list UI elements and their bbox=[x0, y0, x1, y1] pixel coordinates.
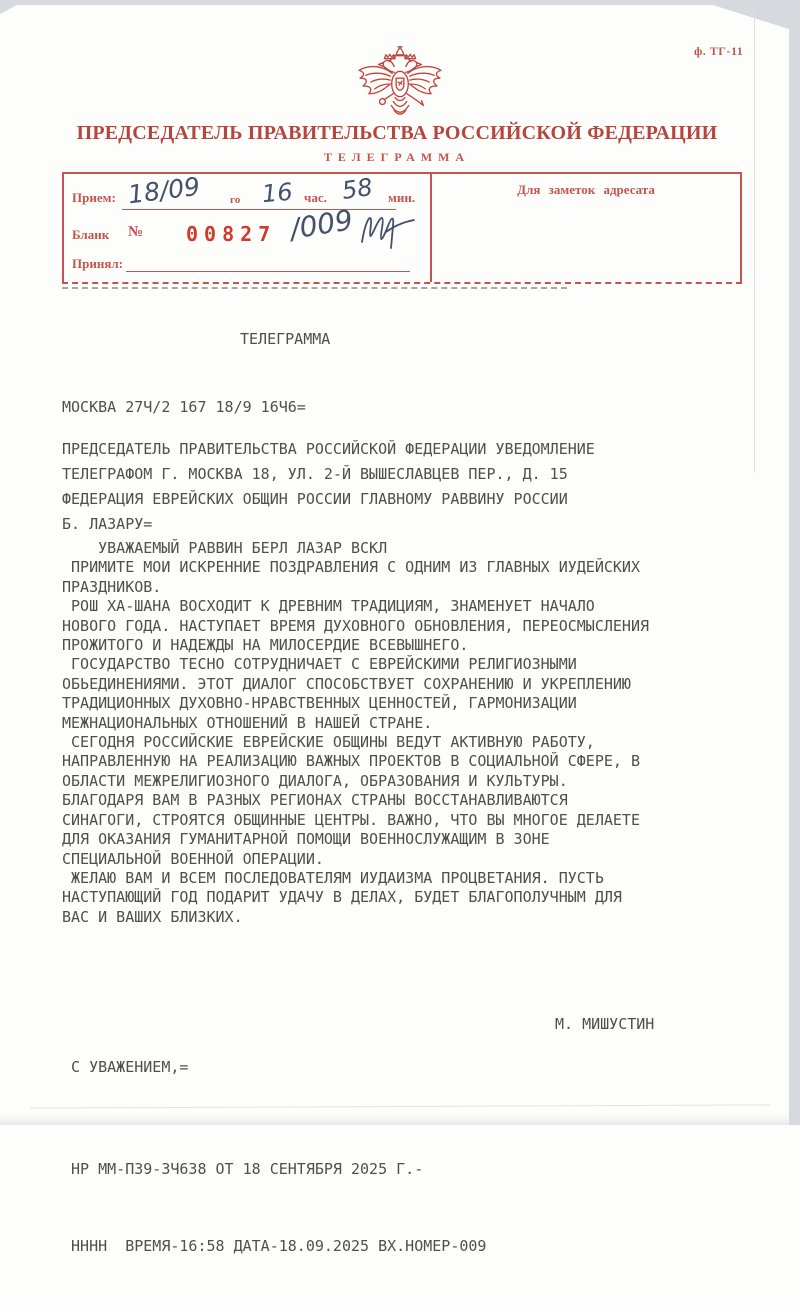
body-line: СИНАГОГИ, СТРОЯТСЯ ОБЩИННЫЕ ЦЕНТРЫ. ВАЖНО, ЧТО ВЫ МНОГОЕ ДЕЛАЕТЕ bbox=[62, 810, 640, 829]
address-line: ПРЕДСЕДАТЕЛЬ ПРАВИТЕЛЬСТВА РОССИЙСКОЙ ФЕДЕРАЦИИ УВЕДОМЛЕНИЕ bbox=[62, 440, 595, 458]
minute-handwritten: 58 bbox=[340, 173, 375, 205]
scan-edge-right bbox=[789, 0, 800, 1125]
paper-crease bbox=[30, 1104, 770, 1108]
scan-edge-bottom bbox=[0, 1114, 800, 1125]
address-line: Б. ЛАЗАРУ= bbox=[62, 515, 153, 533]
body-line: ПРОЖИТОГО И НАДЕЖДЫ НА МИЛОСЕРДИЕ ВСЕВЫШНЕГО. bbox=[62, 636, 469, 655]
body-line: ДЛЯ ОКАЗАНИЯ ГУМАНИТАРНОЙ ПОМОЩИ ВОЕННОСЛУЖАЩИМ В ЗОНЕ bbox=[62, 830, 550, 849]
reception-form-box bbox=[62, 172, 742, 284]
body-line: ОБЛАСТИ МЕЖРЕЛИГИОЗНОГО ДИАЛОГА, ОБРАЗОВАНИЯ И КУЛЬТУРЫ. bbox=[62, 771, 568, 790]
body-line: СЕГОДНЯ РОССИЙСКИЕ ЕВРЕЙСКИЕ ОБЩИНЫ ВЕДУТ АКТИВНУЮ РАБОТУ, bbox=[62, 733, 595, 752]
scan-corner-top-right bbox=[697, 0, 792, 30]
signature-block bbox=[62, 1004, 762, 1310]
body-line: ЖЕЛАЮ ВАМ И ВСЕМ ПОСЛЕДОВАТЕЛЯМ ИУДАИЗМА ПРОЦВЕТАНИЯ. ПУСТЬ bbox=[62, 868, 604, 887]
blank-label: Бланк bbox=[72, 227, 110, 242]
body-line: ТРАДИЦИОННЫХ ДУХОВНО-НРАВСТВЕННЫХ ЦЕННОСТЕЙ, ГАРМОНИЗАЦИИ bbox=[62, 694, 577, 713]
body-line: РОШ ХА-ШАНА ВОСХОДИТ К ДРЕВНИМ ТРАДИЦИЯМ, ЗНАМЕНУЕТ НАЧАЛО bbox=[62, 597, 595, 616]
blank-number-handwritten: /009 bbox=[287, 203, 356, 246]
go-label: го bbox=[230, 194, 241, 206]
body-line: СПЕЦИАЛЬНОЙ ВОЕННОЙ ОПЕРАЦИИ. bbox=[62, 849, 324, 868]
body-line: НАСТУПАЮЩИЙ ГОД ПОДАРИТ УДАЧУ В ДЕЛАХ, БУДЕТ БЛАГОПОЛУЧНЫМ ДЛЯ bbox=[62, 888, 622, 907]
telegram-heading: ТЕЛЕГРАММА bbox=[240, 330, 331, 348]
body-line: ВАС И ВАШИХ БЛИЗКИХ. bbox=[62, 907, 243, 926]
footer-service-line: НННН ВРЕМЯ-16:58 ДАТА-18.09.2025 ВХ.НОМЕР-009 bbox=[62, 1236, 487, 1255]
hour-handwritten: 16 bbox=[260, 177, 294, 209]
body-line: НАПРАВЛЕННУЮ НА РЕАЛИЗАЦИЮ ВАЖНЫХ ПРОЕКТОВ В СОЦИАЛЬНОЙ СФЕРЕ, В bbox=[62, 752, 640, 771]
scan-edge-top bbox=[0, 0, 800, 5]
body-line: НОВОГО ГОДА. НАСТУПАЕТ ВРЕМЯ ДУХОВНОГО ОБНОВЛЕНИЯ, ПЕРЕОСМЫСЛЕНИЯ bbox=[62, 616, 649, 635]
address-line: ТЕЛЕГРАФОМ Г. МОСКВА 18, УЛ. 2-Й ВЫШЕСЛАВЦЕВ ПЕР., Д. 15 bbox=[62, 465, 568, 483]
blank-number-stamp: 00827 bbox=[186, 222, 277, 246]
reception-fields bbox=[64, 171, 430, 282]
body-line: ОБЬЕДИНЕНИЯМИ. ЭТОТ ДИАЛОГ СПОСОБСТВУЕТ СОХРАНЕНИЮ И УКРЕПЛЕНИЮ bbox=[62, 674, 631, 693]
closing-line: С УВАЖЕНИЕМ,= bbox=[62, 1058, 189, 1076]
prinyal-label: Принял: bbox=[72, 256, 123, 271]
notes-label: Для заметок адресата bbox=[517, 182, 655, 197]
body-line: ГОСУДАРСТВО ТЕСНО СОТРУДНИЧАЕТ С ЕВРЕЙСКИМИ РЕЛИГИОЗНЫМИ bbox=[62, 655, 577, 674]
service-header-line: МОСКВА 27Ч/2 167 18/9 16Ч6= bbox=[62, 398, 306, 416]
underlying-page-edge bbox=[754, 8, 755, 473]
form-type-code: ф. ТГ-11 bbox=[694, 44, 744, 58]
receiver-initials-scribble bbox=[356, 204, 428, 254]
prinyal-row bbox=[64, 254, 430, 278]
body-line: ПРАЗДНИКОВ. bbox=[62, 577, 162, 596]
body-line: ПРИМИТЕ МОИ ИСКРЕННИЕ ПОЗДРАВЛЕНИЯ С ОДНИМ ИЗ ГЛАВНЫХ ИУДЕЙСКИХ bbox=[62, 558, 640, 577]
letterhead-subtitle: ТЕЛЕГРАММА bbox=[323, 150, 471, 164]
body-line: УВАЖАЕМЫЙ РАВВИН БЕРЛ ЛАЗАР ВСКЛ bbox=[62, 539, 388, 557]
coat-of-arms-icon bbox=[351, 46, 449, 122]
prinyal-underline bbox=[126, 254, 410, 272]
body-line: МЕЖНАЦИОНАЛЬНЫХ ОТНОШЕНИЙ В НАШЕЙ СТРАНЕ. bbox=[62, 713, 433, 732]
body-line: БЛАГОДАРЯ ВАМ В РАЗНЫХ РЕГИОНАХ СТРАНЫ ВОССТАНАВЛИВАЮТСЯ bbox=[62, 791, 568, 810]
blank-number-row bbox=[64, 203, 430, 250]
priem-label: Прием: bbox=[72, 190, 116, 205]
signatory-name: М. МИШУСТИН bbox=[555, 1015, 655, 1033]
minute-label: мин. bbox=[388, 190, 416, 205]
hour-label: час. bbox=[304, 190, 327, 205]
address-block bbox=[62, 437, 595, 537]
letterhead-title: ПРЕДСЕДАТЕЛЬ ПРАВИТЕЛЬСТВА РОССИЙСКОЙ ФЕДЕРАЦИИ bbox=[76, 122, 718, 144]
tear-off-dashed-line bbox=[62, 287, 567, 289]
address-line: ФЕДЕРАЦИЯ ЕВРЕЙСКИХ ОБЩИН РОССИИ ГЛАВНОМУ РАВВИНУ РОССИИ bbox=[62, 490, 568, 508]
message-body bbox=[62, 539, 649, 927]
priem-date-handwritten: 18/09 bbox=[126, 171, 202, 210]
number-sign: № bbox=[128, 224, 144, 240]
reference-line: НР ММ-П39-3Ч638 ОТ 18 СЕНТЯБРЯ 2025 Г.- bbox=[62, 1160, 424, 1178]
addressee-notes-area bbox=[430, 174, 740, 282]
